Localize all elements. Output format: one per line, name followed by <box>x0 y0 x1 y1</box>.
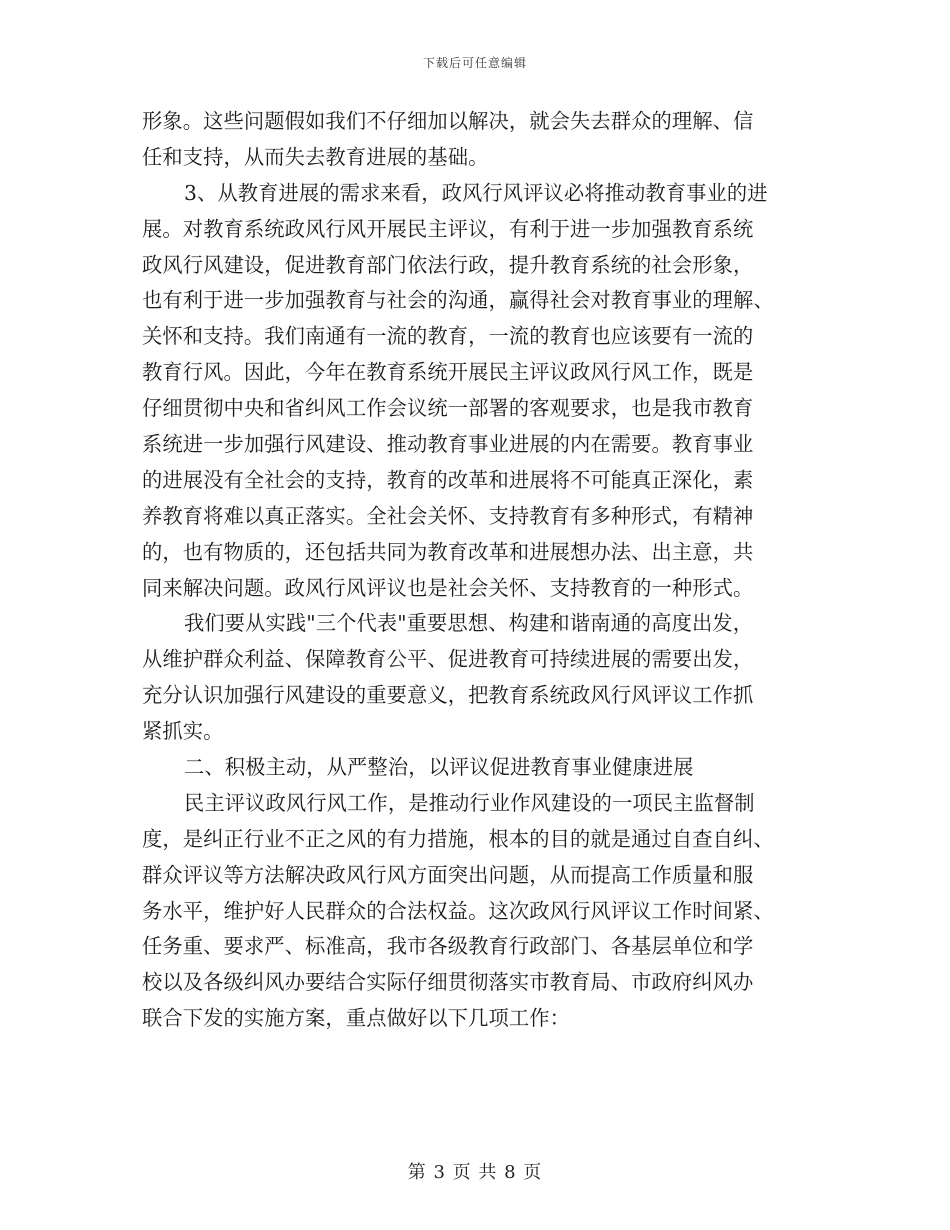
text-line: 联合下发的实施方案，重点做好以下几项工作： <box>142 1006 571 1031</box>
text-line: 我们要从实践"三个代表"重要思想、构建和谐南通的高度出发， <box>184 611 754 636</box>
text-line: 展。对教育系统政风行风开展民主评议，有利于进一步加强教育系统 <box>142 216 754 241</box>
text-line: 形象。这些问题假如我们不仔细加以解决，就会失去群众的理解、信 <box>142 109 754 133</box>
text-line: 校以及各级纠风办要结合实际仔细贯彻落实市教育局、市政府纠风办 <box>142 970 754 995</box>
text-line: 仔细贯彻中央和省纠风工作会议统一部署的客观要求，也是我市教育 <box>142 396 754 421</box>
page-number: 第 3 页 共 8 页 <box>407 1162 543 1183</box>
text-line: 3、从教育进展的需求来看，政风行风评议必将推动教育事业的进 <box>184 180 768 205</box>
text-line: 系统进一步加强行风建设、推动教育事业进展的内在需要。教育事业 <box>142 432 754 457</box>
text-line: 政风行风建设，促进教育部门依法行政，提升教育系统的社会形象， <box>142 252 754 277</box>
text-line: 任务重、要求严、标准高，我市各级教育行政部门、各基层单位和学 <box>142 934 754 959</box>
text-line: 的进展没有全社会的支持，教育的改革和进展将不可能真正深化，素 <box>142 467 754 492</box>
text-line: 教育行风。因此，今年在教育系统开展民主评议政风行风工作，既是 <box>142 360 754 385</box>
text-line: 同来解决问题。政风行风评议也是社会关怀、支持教育的一种形式。 <box>142 575 754 600</box>
text-line: 群众评议等方法解决政风行风方面突出问题，从而提高工作质量和服 <box>142 862 754 887</box>
text-line: 的，也有物质的，还包括共同为教育改革和进展想办法、出主意，共 <box>142 539 754 564</box>
text-line: 务水平，维护好人民群众的合法权益。这次政风行风评议工作时间紧、 <box>142 898 774 923</box>
page-header: 下载后可任意编辑 <box>422 56 527 70</box>
text-line: 充分认识加强行风建设的重要意义，把教育系统政风行风评议工作抓 <box>142 683 754 708</box>
text-line: 从维护群众利益、保障教育公平、促进教育可持续进展的需要出发， <box>142 647 754 672</box>
text-line: 民主评议政风行风工作，是推动行业作风建设的一项民主监督制 <box>184 790 755 815</box>
text-line: 养教育将难以真正落实。全社会关怀、支持教育有多种形式，有精神 <box>142 503 754 528</box>
section-heading: 二、积极主动，从严整治，以评议促进教育事业健康进展 <box>184 755 694 780</box>
text-line: 任和支持，从而失去教育进展的基础。 <box>142 144 489 169</box>
document-body <box>142 104 812 1037</box>
text-line: 紧抓实。 <box>142 719 224 744</box>
text-line: 度，是纠正行业不正之风的有力措施，根本的目的就是通过自查自纠、 <box>142 826 774 851</box>
text-line: 关怀和支持。我们南通有一流的教育，一流的教育也应该要有一流的 <box>142 324 754 349</box>
text-line: 也有利于进一步加强教育与社会的沟通，赢得社会对教育事业的理解、 <box>142 288 774 313</box>
